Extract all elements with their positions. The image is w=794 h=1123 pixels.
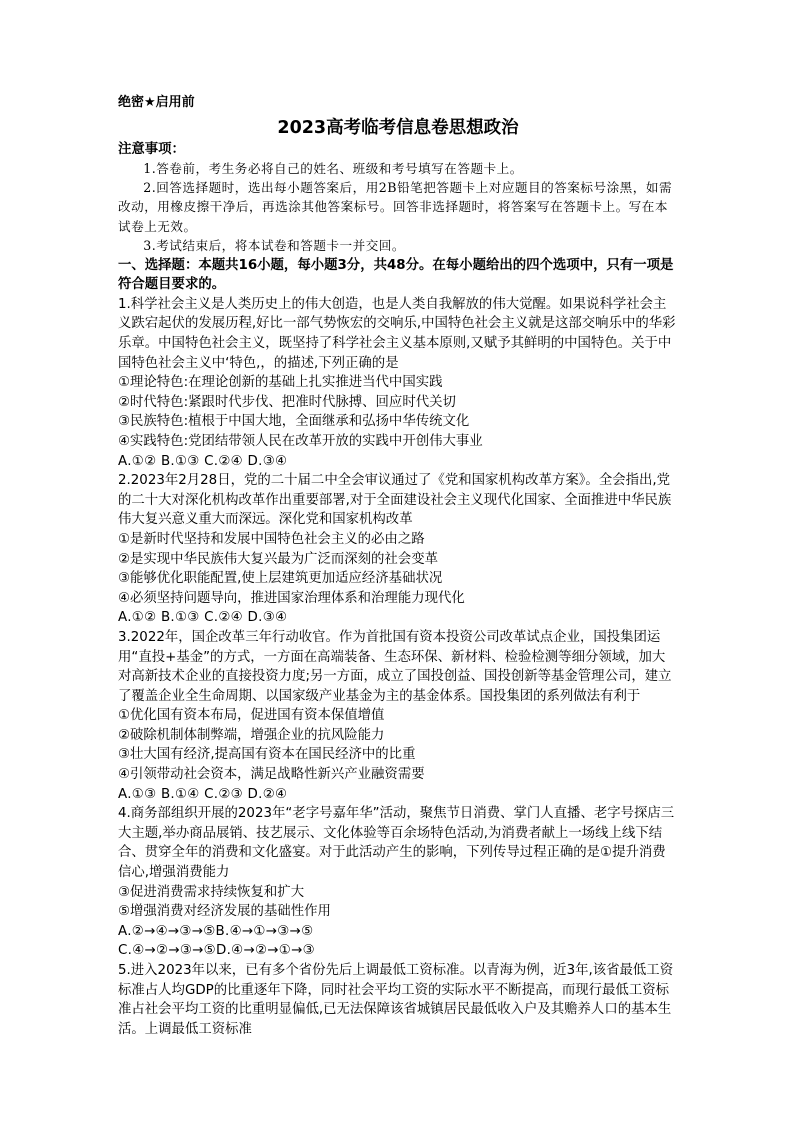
question-stem: 2.2023年2月28日，党的二十届二中全会审议通过了《党和国家机构改革方案》。全会指出,党的二十大对深化机构改革作出重要部署,对于全面建设社会主义现代化国家、全面推进中华民族伟大复兴意义重大而深远。深化党和国家机构改革 [118,473,672,528]
section-heading: 一、选择题：本题共16小题，每小题3分，共48分。在每小题给出的四个选项中，只有一项是符合题目要求的。 [118,257,674,293]
question-2 [118,471,678,628]
question-option: ②是实现中华民族伟大复兴最为广泛而深刻的社会变革 [118,551,438,567]
question-option: ①理论特色:在理论创新的基础上扎实推进当代中国实践 [118,375,443,391]
answer-choices: C.④→②→③→⑤D.④→②→①→③ [118,943,315,959]
question-option: ②破除机制体制弊端，增强企业的抗风险能力 [118,727,385,743]
answer-choices: A.①② B.①③ C.②④ D.③④ [118,610,288,626]
question-stem: 3.2022年，国企改革三年行动收官。作为首批国有资本投资公司改革试点企业，国投集团运用“直投+基金”的方式，一方面在高端装备、生态环保、新材料、检验检测等细分领域，加大对高新技术企业的直接投资力度;另一方面，成立了国投创益、国投创新等基金管理公司，建立了覆盖企业全生命周期、以国家级产业基金为主的基金体系。国投集团的系列做法有利于 [118,629,672,704]
question-stem: 1.科学社会主义是人类历史上的伟大创造，也是人类自我解放的伟大觉醒。如果说科学社会主义跌宕起伏的发展历程,好比一部气势恢宏的交响乐,中国特色社会主义就是这部交响乐中的华彩乐章。中国特色社会主义，既坚持了科学社会主义基本原则,又赋予其鲜明的中国特色。关于中国特色社会主义中‘特色,，的描述,下列正确的是 [118,296,676,371]
answer-choices: A.①③ B.①④ C.②③ D.②④ [118,786,288,802]
exam-page [118,93,678,1039]
question-4 [118,804,678,961]
question-5 [118,961,678,1039]
question-option: ④实践特色:党团结带领人民在改革开放的实践中开创伟大事业 [118,433,483,449]
notice-item: 3.考试结束后，将本试卷和答题卡一并交回。 [143,238,405,254]
question-option: ①是新时代坚持和发展中国特色社会主义的必由之路 [118,531,425,547]
question-option: ③能够优化职能配置,使上层建筑更加适应经济基础状况 [118,571,443,587]
notice-item: 1.答卷前，考生务必将自己的姓名、班级和考号填写在答题卡上。 [143,160,523,176]
question-option: ④引领带动社会资本，满足战略性新兴产业融资需要 [118,767,425,783]
question-1 [118,295,678,471]
question-option: ⑤增强消费对经济发展的基础性作用 [118,904,331,920]
notice-heading: 注意事项： [118,141,185,157]
question-3 [118,628,678,804]
question-stem: 5.进入2023年以来，已有多个省份先后上调最低工资标准。以青海为例，近3年,该省最低工资标准占人均GDP的比重逐年下降，同时社会平均工资的实际水平不断提高，而现行最低工资标准占社会平均工资的比重明显偏低,已无法保障该省城镇居民最低收入户及其赡养人口的基本生活。上调最低工资标准 [118,963,674,1037]
question-option: ④必须坚持问题导向，推进国家治理体系和治理能力现代化 [118,590,465,606]
question-option: ②时代特色:紧跟时代步伐、把准时代脉搏、回应时代关切 [118,394,456,410]
notice-block [118,140,678,256]
answer-choices: A.①② B.①③ C.②④ D.③④ [118,453,288,469]
question-option: ③民族特色:植根于中国大地，全面继承和弘扬中华传统文化 [118,414,470,430]
notice-item: 2.回答选择题时，选出每小题答案后，用2B铅笔把答题卡上对应题目的答案标号涂黑，如需改动，用橡皮擦干净后，再选涂其他答案标号。回答非选择题时，将答案写在答题卡上。写在本试卷上无效。 [118,180,673,234]
answer-choices: A.②→④→③→⑤B.④→①→③→⑤ [118,923,314,939]
question-option: ③促进消费需求持续恢复和扩大 [118,884,305,900]
question-option: ③壮大国有经济,提高国有资本在国民经济中的比重 [118,747,416,763]
exam-title: 2023高考临考信息卷思想政治 [277,117,519,138]
question-option: ①优化国有资本布局，促进国有资本保值增值 [118,708,385,724]
question-stem: 4.商务部组织开展的2023年“老字号嘉年华”活动，聚焦节日消费、掌门人直播、老字号探店三大主题,举办商品展销、技艺展示、文化体验等百余场特色活动,为消费者献上一场线上线下结合、贯穿全年的消费和文化盛宴。对于此活动产生的影响，下列传导过程正确的是①提升消费信心,增强消费能力 [118,806,675,881]
confidential-label: 绝密★启用前 [118,95,195,110]
